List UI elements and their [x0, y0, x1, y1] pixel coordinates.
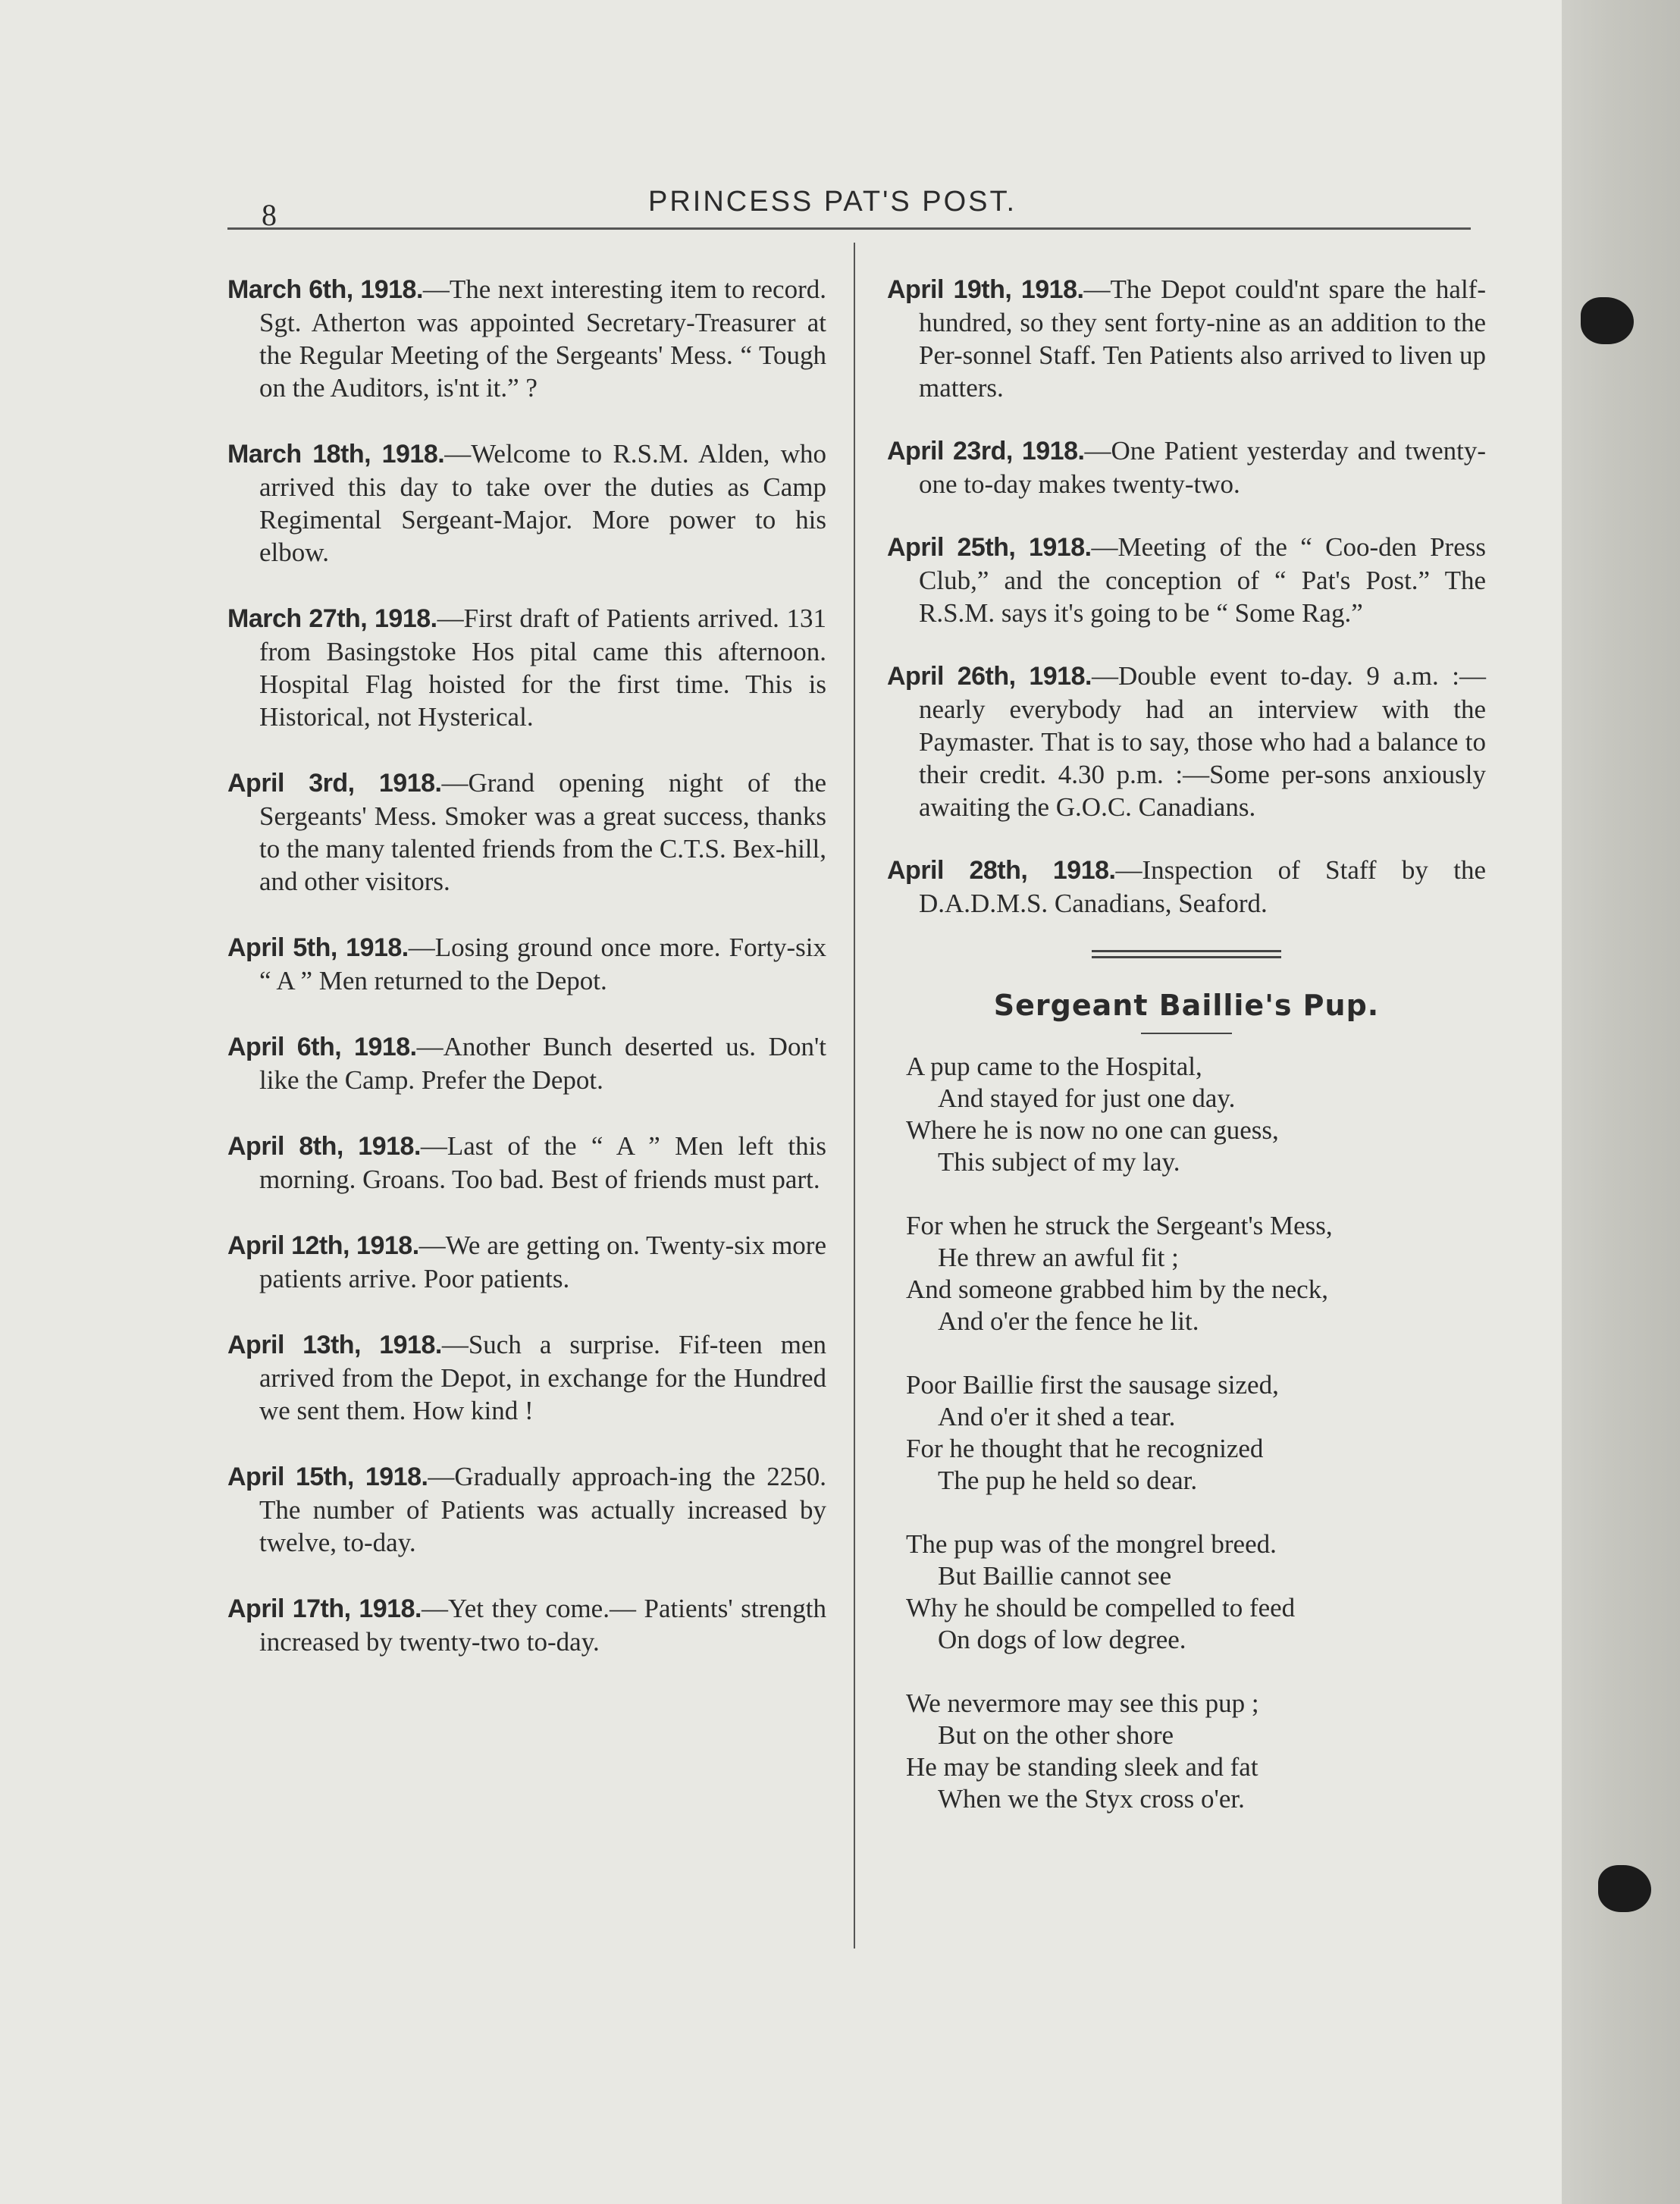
diary-entry: [887, 531, 1486, 629]
entry-date: April 8th, 1918.: [227, 1132, 421, 1161]
poem-line: And stayed for just one day.: [938, 1083, 1236, 1113]
poem-line: For he thought that he recognized: [906, 1434, 1264, 1463]
poem-line: On dogs of low degree.: [938, 1625, 1186, 1654]
poem-line: We nevermore may see this pup ;: [906, 1688, 1259, 1718]
entry-text: —Grand opening night of the Sergeants' Mess. Smoker was a great success, thanks to the many talented friends from the C.T.S. Bex-hill, and other visitors.: [259, 768, 827, 896]
punch-hole: [1598, 1865, 1651, 1912]
entry-text: —Gradually approach-ing the 2250. The number of Patients was actually increased by twelve, to-day.: [259, 1462, 826, 1557]
running-title: PRINCESS PAT'S POST.: [648, 186, 1017, 218]
diary-entry: [227, 273, 826, 404]
entry-text: —We are getting on. Twenty-six more patients arrive. Poor patients.: [259, 1231, 826, 1293]
page-header: [227, 182, 1471, 230]
entry-date: April 3rd, 1918.: [227, 769, 442, 798]
column-divider: [854, 243, 855, 1948]
diary-entry: [227, 1229, 826, 1295]
poem-line: He may be standing sleek and fat: [906, 1752, 1258, 1782]
diary-entry: [227, 767, 826, 898]
poem-line: But Baillie cannot see: [938, 1561, 1172, 1591]
diary-entry: [227, 1328, 826, 1427]
entry-date: April 19th, 1918.: [887, 275, 1084, 304]
diary-entry: [227, 1460, 826, 1559]
right-column: [887, 273, 1486, 1847]
diary-entry: [887, 273, 1486, 404]
entry-date: April 26th, 1918.: [887, 662, 1092, 691]
entry-date: April 23rd, 1918.: [887, 437, 1085, 466]
entry-date: April 5th, 1918.: [227, 933, 409, 962]
diary-entry: [227, 1130, 826, 1196]
poem-line: A pup came to the Hospital,: [906, 1052, 1202, 1081]
poem-line: He threw an awful fit ;: [938, 1243, 1179, 1272]
poem-line: Why he should be compelled to feed: [906, 1593, 1296, 1622]
poem-line: The pup he held so dear.: [938, 1466, 1198, 1495]
punch-hole: [1581, 297, 1634, 344]
entry-text: —Double event to-day. 9 a.m. :—nearly everybody had an interview with the Paymaster. That is to say, those who had a balance to their credit. 4.30 p.m. :—Some per-sons anxiously awaiting the G.O.C. Canadians.: [919, 661, 1487, 822]
poem-line: This subject of my lay.: [938, 1147, 1180, 1177]
poem-line: And o'er the fence he lit.: [938, 1306, 1199, 1336]
entry-text: —Welcome to R.S.M. Alden, who arrived this day to take over the duties as Camp Regimental Sergeant-Major. More power to his elbow.: [259, 439, 826, 567]
diary-entry: [887, 660, 1486, 823]
entry-text: —Another Bunch deserted us. Don't like the Camp. Prefer the Depot.: [259, 1032, 826, 1095]
diary-entry: [227, 602, 826, 733]
poem-line: For when he struck the Sergeant's Mess,: [906, 1211, 1333, 1240]
entry-text: —Yet they come.— Patients' strength increased by twenty-two to-day.: [259, 1594, 827, 1657]
title-underline: [1141, 1033, 1232, 1034]
poem-stanza: [906, 1051, 1486, 1178]
poem-stanza: [906, 1210, 1486, 1337]
diary-entry: [887, 854, 1486, 920]
left-column: [227, 273, 826, 1691]
entry-text: —First draft of Patients arrived. 131 from Basingstoke Hos pital came this afternoon. Hospital Flag hoisted for the first time. This is Historical, not Hysterical.: [259, 604, 826, 732]
poem-line: And o'er it shed a tear.: [938, 1402, 1176, 1431]
poem-line: The pup was of the mongrel breed.: [906, 1529, 1277, 1559]
diary-entry: [227, 931, 826, 997]
poem-line: But on the other shore: [938, 1720, 1174, 1750]
poem-line: When we the Styx cross o'er.: [938, 1784, 1245, 1814]
poem-line: Where he is now no one can guess,: [906, 1115, 1279, 1145]
entry-date: April 17th, 1918.: [227, 1594, 422, 1623]
entry-text: —Losing ground once more. Forty-six “ A ” Men returned to the Depot.: [259, 933, 826, 995]
entry-text: —The next interesting item to record. Sgt. Atherton was appointed Secretary-Treasurer at the Regular Meeting of the Sergeants' Mess. “ Tough on the Auditors, is'nt it.” ?: [259, 274, 826, 403]
poem-line: Poor Baillie first the sausage sized,: [906, 1370, 1279, 1400]
diary-entry: [227, 1592, 826, 1658]
entry-date: April 13th, 1918.: [227, 1331, 442, 1359]
poem-line: And someone grabbed him by the neck,: [906, 1274, 1328, 1304]
entry-text: —The Depot could'nt spare the half-hundred, so they sent forty-nine as an addition to the Per-sonnel Staff. Ten Patients also arrived to liven up matters.: [919, 274, 1486, 403]
entry-date: March 27th, 1918.: [227, 604, 437, 633]
entry-date: April 12th, 1918.: [227, 1231, 419, 1260]
poem-stanza: [906, 1528, 1486, 1656]
entry-date: April 28th, 1918.: [887, 856, 1116, 885]
poem-stanza: [906, 1688, 1486, 1815]
entry-date: April 15th, 1918.: [227, 1463, 428, 1491]
entry-date: April 6th, 1918.: [227, 1033, 417, 1061]
entry-text: —Last of the “ A ” Men left this morning. Groans. Too bad. Best of friends must part.: [259, 1131, 826, 1194]
page-number: 8: [262, 198, 277, 232]
entry-date: March 18th, 1918.: [227, 440, 445, 469]
diary-entry: [227, 1030, 826, 1096]
entry-date: April 25th, 1918.: [887, 533, 1092, 562]
diary-entry: [227, 437, 826, 569]
poem-title: Sergeant Baillie's Pup.: [993, 989, 1380, 1022]
entry-text: —Meeting of the “ Coo-den Press Club,” and the conception of “ Pat's Post.” The R.S.M. says it's going to be “ Some Rag.”: [919, 532, 1486, 628]
diary-entry: [887, 434, 1486, 500]
entry-date: March 6th, 1918.: [227, 275, 423, 304]
entry-text: —Inspection of Staff by the D.A.D.M.S. Canadians, Seaford.: [919, 855, 1486, 918]
poem-stanza: [906, 1369, 1486, 1497]
section-divider: [1092, 950, 1281, 958]
entry-text: —One Patient yesterday and twenty-one to-day makes twenty-two.: [919, 436, 1486, 499]
entry-text: —Such a surprise. Fif-teen men arrived from the Depot, in exchange for the Hundred we sent them. How kind !: [259, 1330, 827, 1425]
